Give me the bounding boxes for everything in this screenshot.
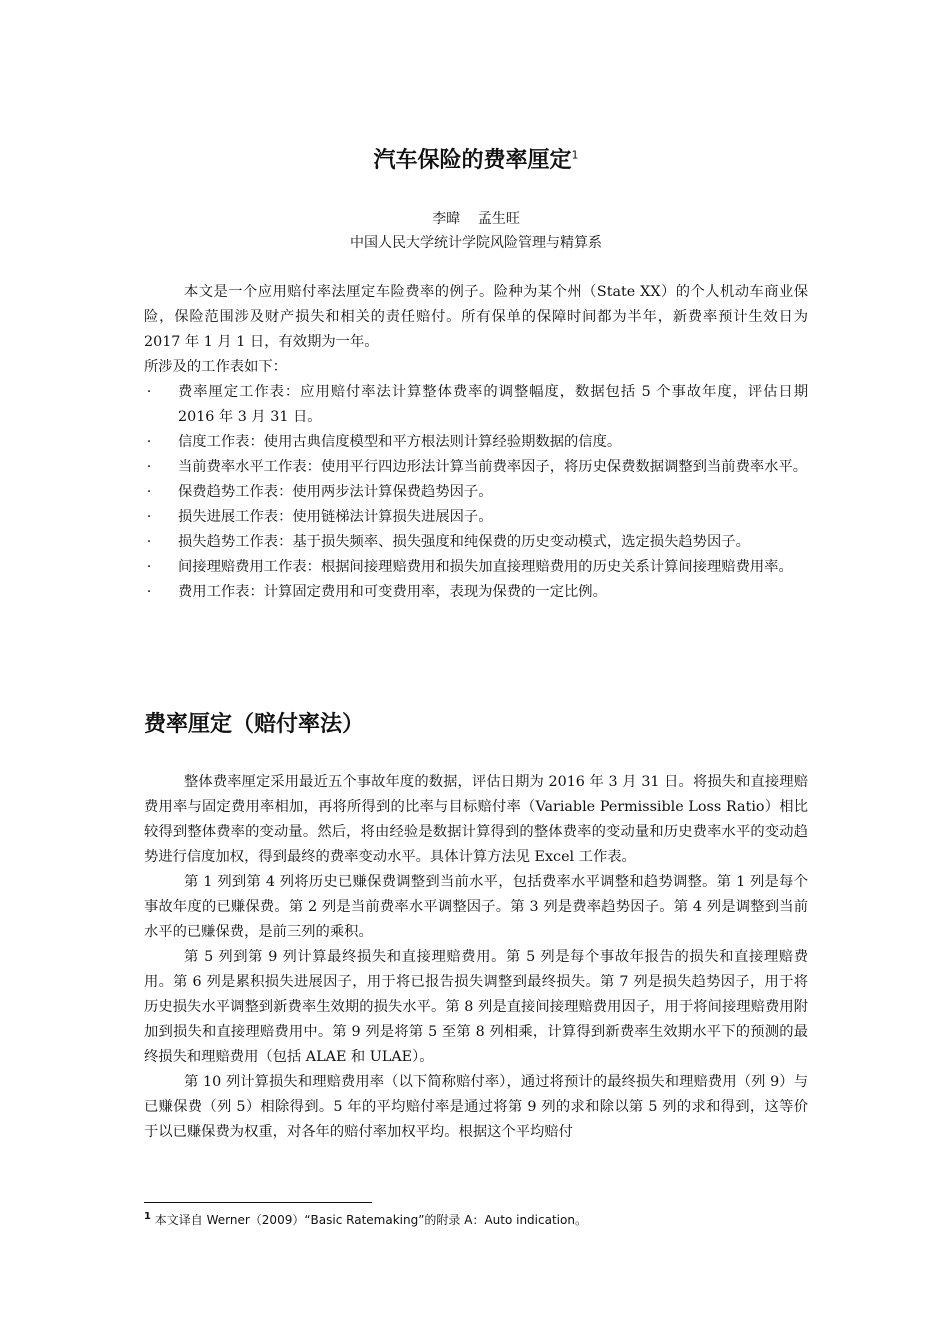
intro-section	[144, 280, 808, 605]
list-item	[144, 505, 808, 530]
intro-paragraph: 本文是一个应用赔付率法厘定车险费率的例子。险种为某个州（State XX）的个人机动车商业保险，保险范围涉及财产损失和相关的责任赔付。所有保单的保障时间都为半年，新费率预计生效日为 2017 年 1 月 1 日，有效期为一年。	[144, 284, 808, 350]
section-paragraph: 第 5 列到第 9 列计算最终损失和直接理赔费用。第 5 列是每个事故年报告的损失和直接理赔费用。第 6 列是累积损失进展因子，用于将已报告损失调整到最终损失。第 7 列是损失趋势因子，用于将历史损失水平调整到新费率生效期的损失水平。第 8 列是直接间接理赔费用因子，用于将间接理赔费用附加到损失和直接理赔费用中。第 9 列是将第 5 至第 8 列相乘，计算得到新费率生效期水平下的预测的最终损失和理赔费用（包括 ALAE 和 ULAE）。	[144, 949, 808, 1065]
section-paragraph: 第 10 列计算损失和理赔费用率（以下简称赔付率），通过将预计的最终损失和理赔费用（列 9）与已赚保费（列 5）相除得到。5 年的平均赔付率是通过将第 9 列的求和除以第 5 列的求和得到，这等价于以已赚保费为权重，对各年的赔付率加权平均。根据这个平均赔付	[144, 1074, 808, 1140]
list-item-text: 间接理赔费用工作表：根据间接理赔费用和损失加直接理赔费用的历史关系计算间接理赔费用率。	[178, 559, 793, 575]
list-item	[144, 455, 808, 480]
footnote-mark: 1	[144, 1211, 151, 1222]
list-item	[144, 430, 808, 455]
list-item-text: 费用工作表：计算固定费用和可变费用率，表现为保费的一定比例。	[178, 584, 607, 600]
list-item	[144, 530, 808, 555]
authors: 李暐 孟生旺	[432, 211, 520, 227]
section-body	[144, 770, 808, 1145]
title-footnote-mark[interactable]: 1	[571, 148, 579, 162]
bullet-icon: ·	[146, 534, 152, 550]
list-item	[144, 480, 808, 505]
bullet-icon: ·	[146, 584, 152, 600]
bullet-icon: ·	[146, 559, 152, 575]
list-item	[144, 380, 808, 430]
list-item-text: 损失进展工作表：使用链梯法计算损失进展因子。	[178, 509, 493, 525]
bullet-icon: ·	[146, 484, 152, 500]
list-intro: 所涉及的工作表如下：	[144, 359, 287, 375]
document-title	[144, 146, 808, 176]
list-item-text: 当前费率水平工作表：使用平行四边形法计算当前费率因子，将历史保费数据调整到当前费率水平。	[178, 459, 808, 475]
list-item-text: 保费趋势工作表：使用两步法计算保费趋势因子。	[178, 484, 493, 500]
title-text: 汽车保险的费率厘定	[373, 148, 572, 173]
list-item-text: 信度工作表：使用古典信度模型和平方根法则计算经验期数据的信度。	[178, 434, 622, 450]
section-paragraph: 第 1 列到第 4 列将历史已赚保费调整到当前水平，包括费率水平调整和趋势调整。第 1 列是每个事故年度的已赚保费。第 2 列是当前费率水平调整因子。第 3 列是费率趋势因子。第 4 列是调整到当前水平的已赚保费，是前三列的乘积。	[144, 874, 808, 940]
footnote-text: 本文译自 Werner（2009）“Basic Ratemaking”的附录 A：Auto indication。	[154, 1213, 587, 1227]
bullet-icon: ·	[146, 434, 152, 450]
footnote	[144, 1210, 808, 1230]
affiliation: 中国人民大学统计学院风险管理与精算系	[350, 235, 602, 251]
bullet-icon: ·	[146, 509, 152, 525]
section-heading: 费率厘定（赔付率法）	[144, 712, 365, 737]
section-paragraph: 整体费率厘定采用最近五个事故年度的数据，评估日期为 2016 年 3 月 31 日。将损失和直接理赔费用率与固定费用率相加，再将所得到的比率与目标赔付率（Variable Permissible Loss Ratio）相比较得到整体费率的变动量。然后，将由经验是数据计算得到的整体费率的变动量和历史费率水平的变动趋势进行信度加权，得到最终的费率变动水平。具体计算方法见 Excel 工作表。	[144, 774, 808, 865]
worksheet-list	[144, 380, 808, 605]
list-item-text: 费率厘定工作表：应用赔付率法计算整体费率的调整幅度，数据包括 5 个事故年度，评估日期 2016 年 3 月 31 日。	[178, 384, 808, 425]
list-item	[144, 555, 808, 580]
list-item-text: 损失趋势工作表：基于损失频率、损失强度和纯保费的历史变动模式，选定损失趋势因子。	[178, 534, 750, 550]
footnote-divider	[144, 1202, 372, 1203]
bullet-icon: ·	[146, 459, 152, 475]
bullet-icon: ·	[146, 384, 152, 400]
list-item	[144, 580, 808, 605]
